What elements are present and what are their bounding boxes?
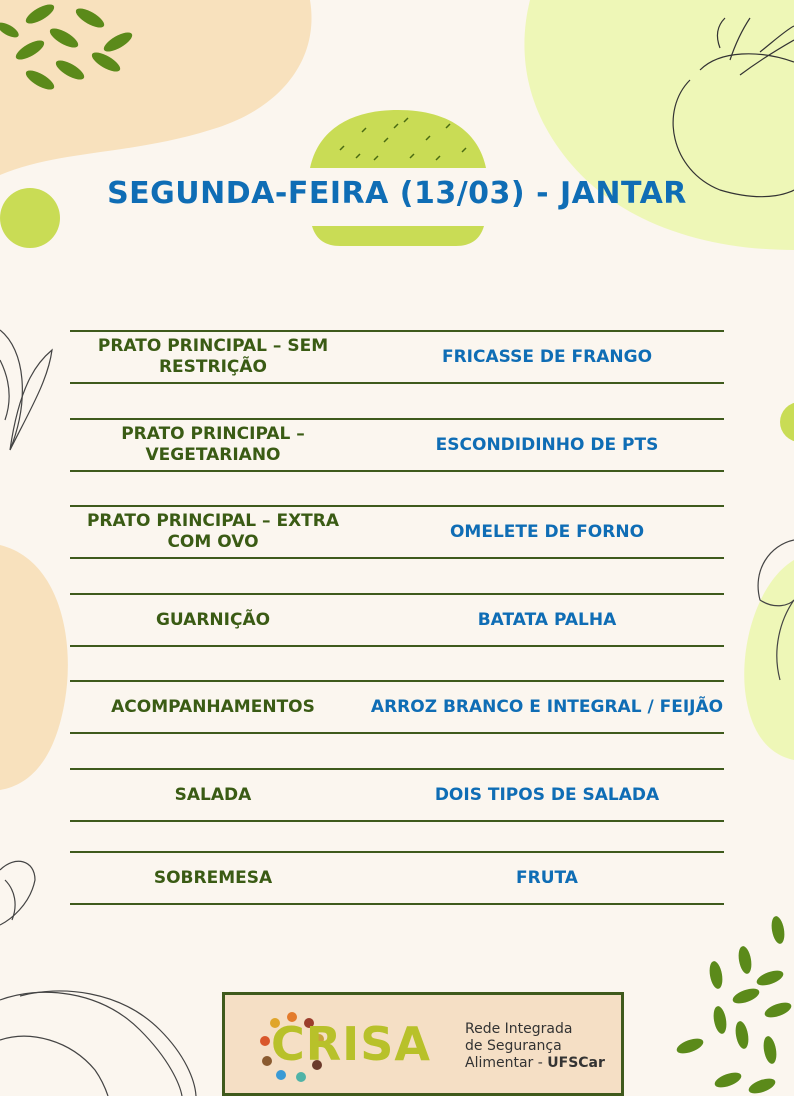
menu-row [70, 768, 724, 822]
menu-label: ACOMPANHAMENTOS [111, 696, 315, 717]
menu-label: SOBREMESA [153, 867, 273, 888]
menu-value: ESCONDIDINHO DE PTS [435, 434, 659, 455]
lime-dot-right [780, 402, 794, 442]
leaf-drawing-left [0, 330, 52, 450]
menu-value: FRUTA [516, 867, 578, 888]
menu-row [70, 330, 724, 384]
menu-row [70, 593, 724, 647]
menu-value: ARROZ BRANCO E INTEGRAL / FEIJÃO [370, 696, 724, 717]
bun-top [310, 110, 486, 168]
menu-row [70, 851, 724, 905]
menu-row [70, 680, 724, 734]
peach-blob-left [0, 545, 68, 790]
menu-label: SALADA [174, 784, 252, 805]
leaf-drawing-bottom-left [0, 861, 35, 925]
menu-label: PRATO PRINCIPAL – EXTRA COM OVO [86, 511, 340, 552]
org-line-3-text: Alimentar - [465, 1055, 548, 1071]
seed-pattern-bottom-right [675, 915, 793, 1096]
org-line-3 [465, 1055, 605, 1072]
page-title: SEGUNDA-FEIRA (13/03) - JANTAR [107, 176, 687, 211]
crisa-logo-box [222, 992, 624, 1096]
menu-value: OMELETE DE FORNO [449, 521, 645, 542]
org-line-1: Rede Integrada [465, 1021, 573, 1037]
menu-row [70, 505, 724, 559]
bun-bottom [312, 226, 484, 246]
organization-name [465, 1021, 605, 1072]
menu-row [70, 418, 724, 472]
lime-blob-top-right [524, 0, 794, 250]
org-line-3-bold: UFSCar [547, 1055, 605, 1071]
menu-value: DOIS TIPOS DE SALADA [434, 784, 660, 805]
taco-drawing [0, 991, 196, 1096]
org-line-2: de Segurança [465, 1038, 562, 1054]
lime-blob-right [744, 560, 794, 760]
menu-label: PRATO PRINCIPAL – VEGETARIANO [121, 424, 305, 465]
menu-label: PRATO PRINCIPAL – SEM RESTRIÇÃO [97, 336, 329, 377]
menu-value: FRICASSE DE FRANGO [441, 346, 653, 367]
crisa-logo-word: CRISA [271, 1017, 432, 1071]
menu-value: BATATA PALHA [477, 609, 617, 630]
menu-label: GUARNIÇÃO [155, 609, 271, 630]
